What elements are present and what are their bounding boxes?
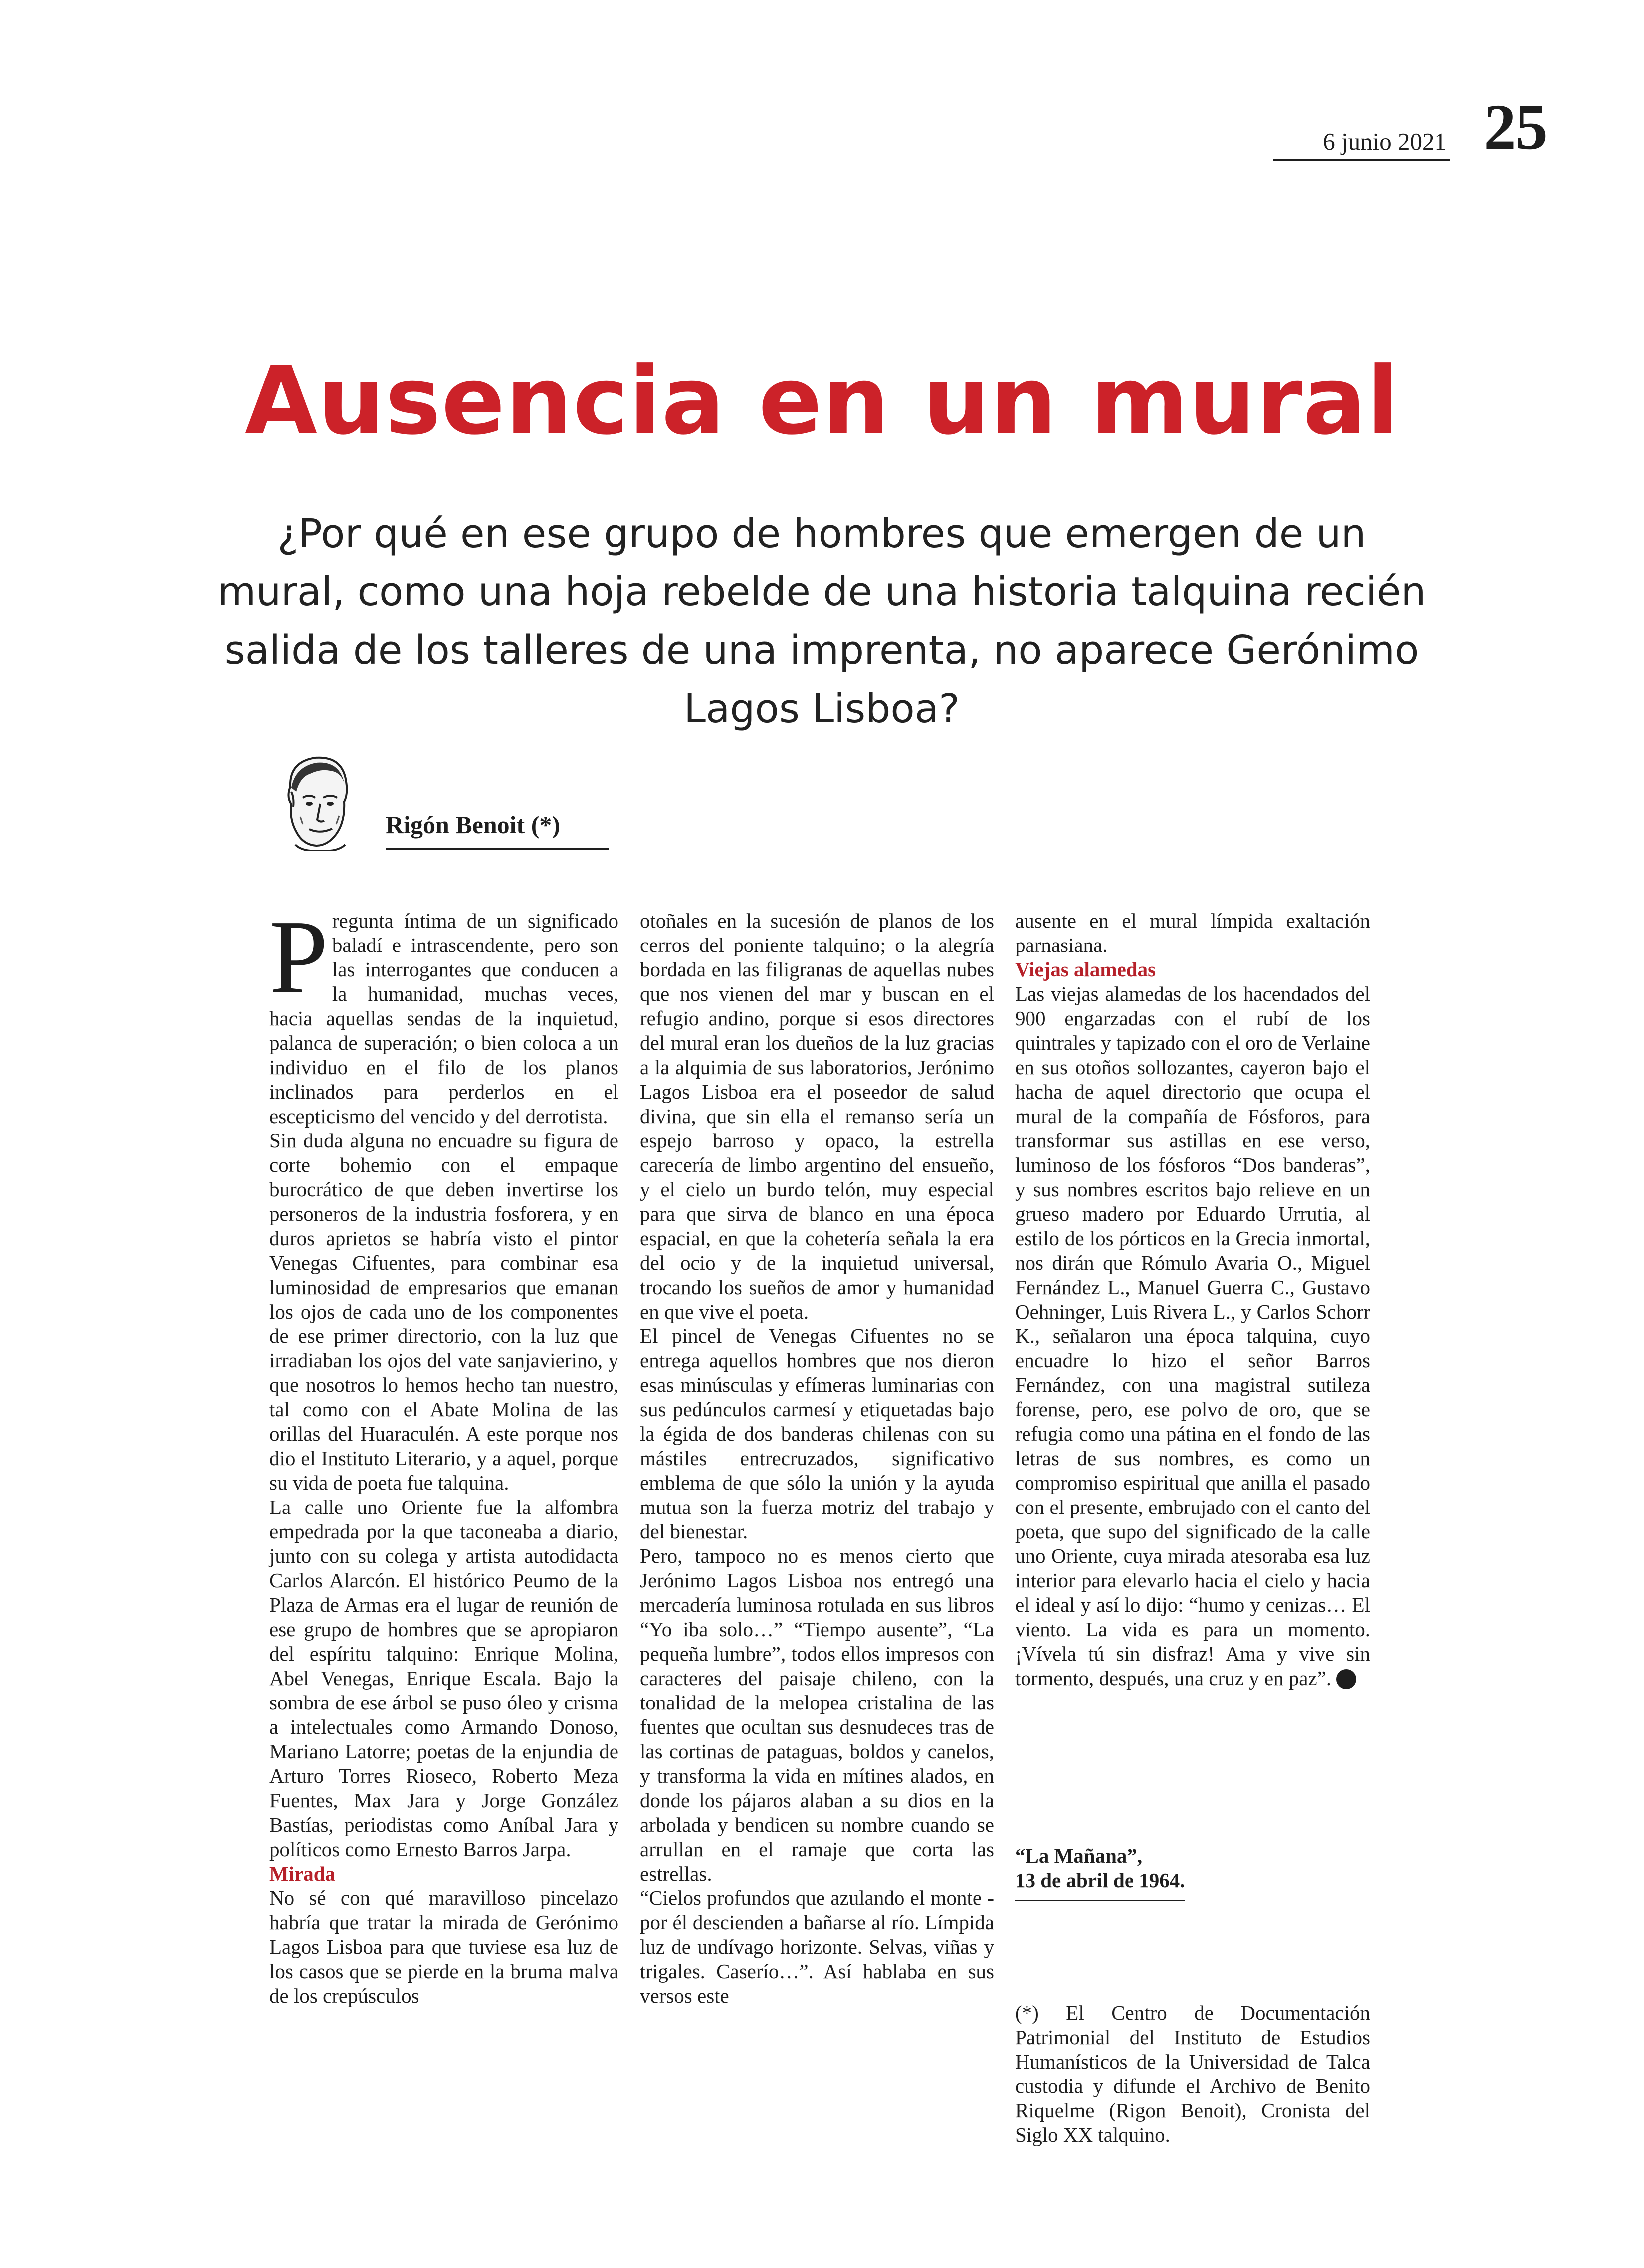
paragraph: No sé con qué maravilloso pincelazo habría que tratar la mirada de Gerónimo Lagos Lisboa para que tuviese esa luz de los casos que se pierde en la bruma malva de los crepúsculos: [269, 1887, 618, 2007]
end-dot-icon: [1336, 1669, 1356, 1689]
byline-underline: [386, 848, 609, 850]
credit-underline: [1015, 1900, 1185, 1901]
article-headline: Ausencia en un mural: [244, 347, 1400, 456]
author-portrait-icon: [280, 752, 355, 851]
section-subhead: Mirada: [269, 1862, 336, 1885]
source-credit: [1015, 1844, 1264, 1892]
article-column-3: [1015, 909, 1370, 1691]
author-byline: Rigón Benoit (*): [386, 811, 560, 839]
paragraph: [1015, 982, 1370, 1691]
page-number: 25: [1484, 91, 1547, 163]
issue-date: 6 junio 2021: [1323, 128, 1446, 155]
drop-cap: P: [269, 898, 328, 1015]
paragraph: [269, 898, 618, 1129]
paragraph: ausente en el mural límpida exaltación parnasiana.: [1015, 909, 1370, 956]
paragraph: El pincel de Venegas Cifuentes no se entrega aquellos hombres que nos dieron esas minúsculas y efímeras luminarias con sus pedúnculos carmesí y etiquetadas bajo la égida de dos banderas chilenas con su mástiles entrecruzados, significativo emblema de que sólo la unión y la ayuda mutua son la fuerza motriz del trabajo y del bienestar.: [640, 1324, 994, 1543]
paragraph: otoñales en la sucesión de planos de los cerros del poniente talquino; o la alegría bordada en las filigranas de aquellas nubes que nos vienen del mar y buscan en el refugio andino, porque si esos directores del mural eran los dueños de la luz gracias a la alquimia de sus laboratorios, Jerónimo Lagos Lisboa era el poseedor de salud divina, que sin ella el remanso sería un espejo barroso y opaco, la estrella carecería de limbo argentino del ensueño, y el cielo un burdo telón, muy especial para que sirva de blanco en una época espacial, en que la cohetería señala la era del ocio y de la inquietud universal, trocando los sueños de amor y humanidad en que vive el poeta.: [640, 909, 994, 1323]
article-deck: ¿Por qué en ese grupo de hombres que emergen de un mural, como una hoja rebelde de una historia talquina recién salida de los talleres de una imprenta, no aparece Gerónimo Lagos Lisboa?: [217, 511, 1426, 732]
article-column-1: [269, 898, 618, 2008]
section-subhead: Viejas alamedas: [1015, 958, 1156, 981]
credit-publication: “La Mañana”,: [1015, 1844, 1143, 1867]
credit-date: 13 de abril de 1964.: [1015, 1869, 1185, 1891]
paragraph-text: regunta íntima de un significado baladí e intrascendente, pero son las interrogantes que conducen a la humanidad, muchas veces, hacia aquellas sendas de la inquietud, palanca de superación; o bien coloca a un individuo en el filo de los planos inclinados para perderlos en el escepticismo del vencido y del derrotista.: [269, 909, 618, 1128]
article-column-2: [640, 909, 994, 2008]
paragraph: “Cielos profundos que azulando el monte -por él descienden a bañarse al río. Límpida luz de undívago horizonte. Selvas, viñas y trigales. Caserío…”. Así hablaba en sus versos este: [640, 1887, 994, 2007]
paragraph: Sin duda alguna no encuadre su figura de corte bohemio con el empaque burocrático de que deben invertirse los personeros de la industria fosforera, y en duros aprietos se habría visto el pintor Venegas Cifuentes, para combinar esa luminosidad de empresarios que emanan los ojos de cada uno de los componentes de ese primer directorio, con la luz que irradiaban los ojos del vate sanjavierino, y que nosotros lo hemos hecho tan nuestro, tal como con el Abate Molina de las orillas del Huaraculén. A este porque nos dio el Instituto Literario, y a aquel, porque su vida de poeta fue talquina.: [269, 1129, 618, 1494]
date-underline: [1273, 159, 1450, 161]
author-footnote: (*) El Centro de Documentación Patrimonial del Instituto de Estudios Humanísticos de la Universidad de Talca custodia y difunde el Archivo de Benito Riquelme (Rigon Benoit), Cronista del Siglo XX talquino.: [1015, 2001, 1370, 2146]
paragraph: Pero, tampoco no es menos cierto que Jerónimo Lagos Lisboa nos entregó una mercadería luminosa rotulada en sus libros “Yo iba solo…” “Tiempo ausente”, “La pequeña lumbre”, todos ellos impresos con caracteres del paisaje chileno, con la tonalidad de la melopea cristalina de las fuentes que ocultan sus desnudeces tras de las cortinas de pataguas, boldos y canelos, y transforma la vida en mítines alados, en donde los pájaros alaban a su dios en la arbolada y bendicen su nombre cuando se arrullan en el ramaje que corta las estrellas.: [640, 1544, 994, 1885]
paragraph-text: Las viejas alamedas de los hacendados del 900 engarzadas con el rubí de los quintrales y tapizado con el oro de Verlaine en sus otoños sollozantes, cayeron bajo el hacha de aquel directorio que ocupa el mural de la compañía de Fósforos, para transformar sus astillas en ese verso, luminoso de los fósforos “Dos banderas”, y sus nombres escritos bajo relieve en un grueso madero por Eduardo Urrutia, al estilo de los pórticos en la Grecia inmortal, nos dirán que Rómulo Avaria O., Miguel Fernández L., Manuel Guerra C., Gustavo Oehninger, Luis Rivera L., y Carlos Schorr K., señalaron una época talquina, cuyo encuadre lo hizo el señor Barros Fernández, con una magistral sutileza forense, pero, ese polvo de oro, que se refugia como una pátina en el fondo de las letras de sus nombres, es como un compromiso espiritual que anilla el pasado con el presente, embrujado con el canto del poeta, que supo del significado de la calle uno Oriente, cuya mirada atesoraba esa luz interior para elevarlo hacia el cielo y hacia el ideal y así lo dijo: “humo y cenizas… El viento. La vida es para un momento. ¡Vívela tú sin disfraz! Ama y vive sin tormento, después, una cruz y en paz”.: [1015, 982, 1370, 1690]
paragraph: La calle uno Oriente fue la alfombra empedrada por la que taconeaba a diario, junto con su colega y artista autodidacta Carlos Alarcón. El histórico Peumo de la Plaza de Armas era el lugar de reunión de ese grupo de hombres que se apropiaron del espíritu talquino: Enrique Molina, Abel Venegas, Enrique Escala. Bajo la sombra de ese árbol se puso óleo y crisma a intelectuales como Armando Donoso, Mariano Latorre; poetas de la enjundia de Arturo Torres Rioseco, Roberto Meza Fuentes, Max Jara y Jorge González Bastías, periodistas como Aníbal Jara y políticos como Ernesto Barros Jarpa.: [269, 1496, 618, 1861]
